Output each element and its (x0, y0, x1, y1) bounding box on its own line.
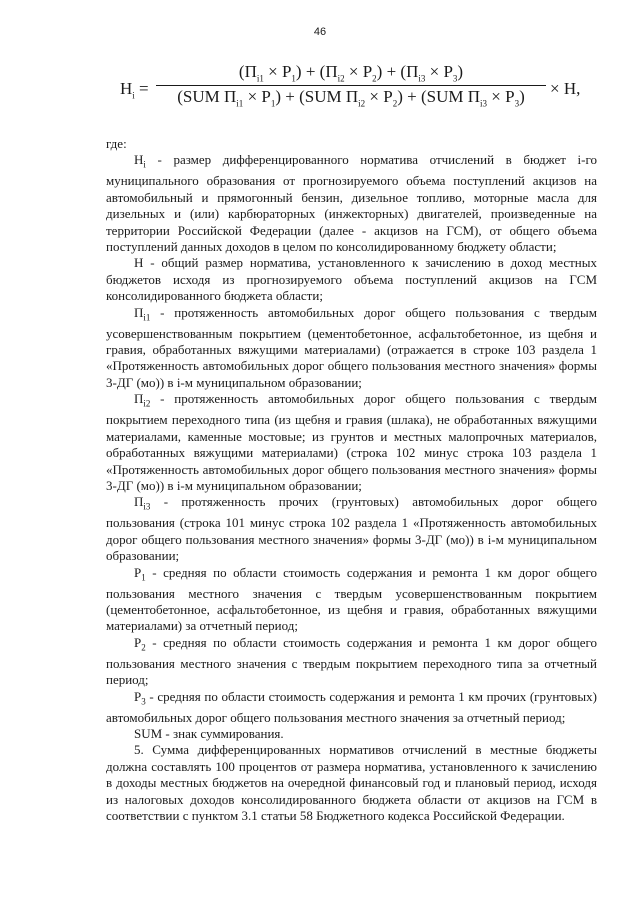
page-number: 46 (313, 26, 327, 38)
paragraph: $Н_i$ - размер дифференцированного норматива отчислений в бюджет i-го муниципального образования от прогнозируемого объема поступлений акцизов на автомобильный и прямогонный бензин, дизельное топливо, моторные масла для дизельных и (или) карбюраторных (инжекторных) двигателей, произведенные на территории Российской Федерации (далее - акцизов на ГСМ), от общего объема поступлений данных доходов в целом по консолидированному бюджету области; (106, 152, 597, 255)
paragraph: $П_{i2}$ - протяженность автомобильных дорог общего пользования с твердым покрытием переходного типа (из щебня и гравия (шлака), не обработанных вяжущими материалами, каменные мостовые; из грунтов и местных малопрочных материалов, обработанных вяжущими материалами) (строка 102 минус строка 103 раздела 1 «Протяженность автомобильных дорог общего пользования местного значения» формы 3-ДГ (мо)) в i-м муниципальном образовании; (106, 391, 597, 493)
formula-denominator: (SUM $П_{i1} \times Р_1) + (SUM$ $П_{i2} \times Р_2) + (SUM$ $П_{i3} \times Р_3$) (177, 87, 525, 109)
formula-fraction (156, 62, 546, 109)
document-body (106, 136, 597, 824)
paragraph: Н - общий размер норматива, установленного к зачислению в доход местных бюджетов исходя из прогнозируемого объема поступлений акцизов на ГСМ консолидированного бюджета области; (106, 255, 597, 304)
paragraph: SUM - знак суммирования. (134, 725, 284, 741)
paragraph: 5. Сумма дифференцированных нормативов отчислений в местные бюджеты должна составлять 100 процентов от размера норматива, установленного к зачислению в доходы местных бюджетов на очередной финансовый год и плановый период, исходя из налоговых доходов консолидированного бюджета области от акцизов на ГСМ в соответствии с пунктом 3.1 статьи 58 Бюджетного кодекса Российской Федерации. (106, 742, 597, 823)
formula-lhs: $Н_i$ = (120, 79, 149, 101)
paragraph: $П_{i3}$ - протяженность прочих (грунтовых) автомобильных дорог общего пользования (строка 101 минус строка 102 раздела 1 «Протяженность автомобильных дорог общего пользования местного значения» формы 3-ДГ (мо)) в i-м муниципальном образовании; (106, 494, 597, 564)
formula-rhs: × Н, (550, 79, 581, 98)
paragraph: где: (106, 136, 127, 151)
paragraph: $Р_2$ - средняя по области стоимость содержания и ремонта 1 км дорог общего пользования местного значения с твердым покрытием переходного типа за отчетный период; (106, 634, 597, 688)
paragraph: $Р_3$ - средняя по области стоимость содержания и ремонта 1 км прочих (грунтовых) автомобильных дорог общего пользования местного значения за отчетный период; (106, 688, 597, 725)
formula-numerator: $(П_{i1} \times Р_1) + (П_{i2} \times Р_2) + (П_{i3} \times Р_3)$ (238, 62, 464, 84)
formula (120, 62, 590, 122)
paragraph: $П_{i1}$ - протяженность автомобильных дорог общего пользования с твердым усовершенствованным покрытием (цементобетонное, асфальтобетонное, из щебня и гравия, обработанных вяжущими материалами) (отражается в строке 103 раздела 1 «Протяженность автомобильных дорог общего пользования местного значения» формы 3-ДГ (мо)) в i-м муниципальном образовании; (106, 304, 597, 390)
paragraph: $Р_1$ - средняя по области стоимость содержания и ремонта 1 км дорог общего пользования местного значения с твердым усовершенствованным покрытием (цементобетонное, асфальтобетонное, из щебня и гравия, обработанных вяжущими материалами) за отчетный период; (106, 564, 597, 634)
